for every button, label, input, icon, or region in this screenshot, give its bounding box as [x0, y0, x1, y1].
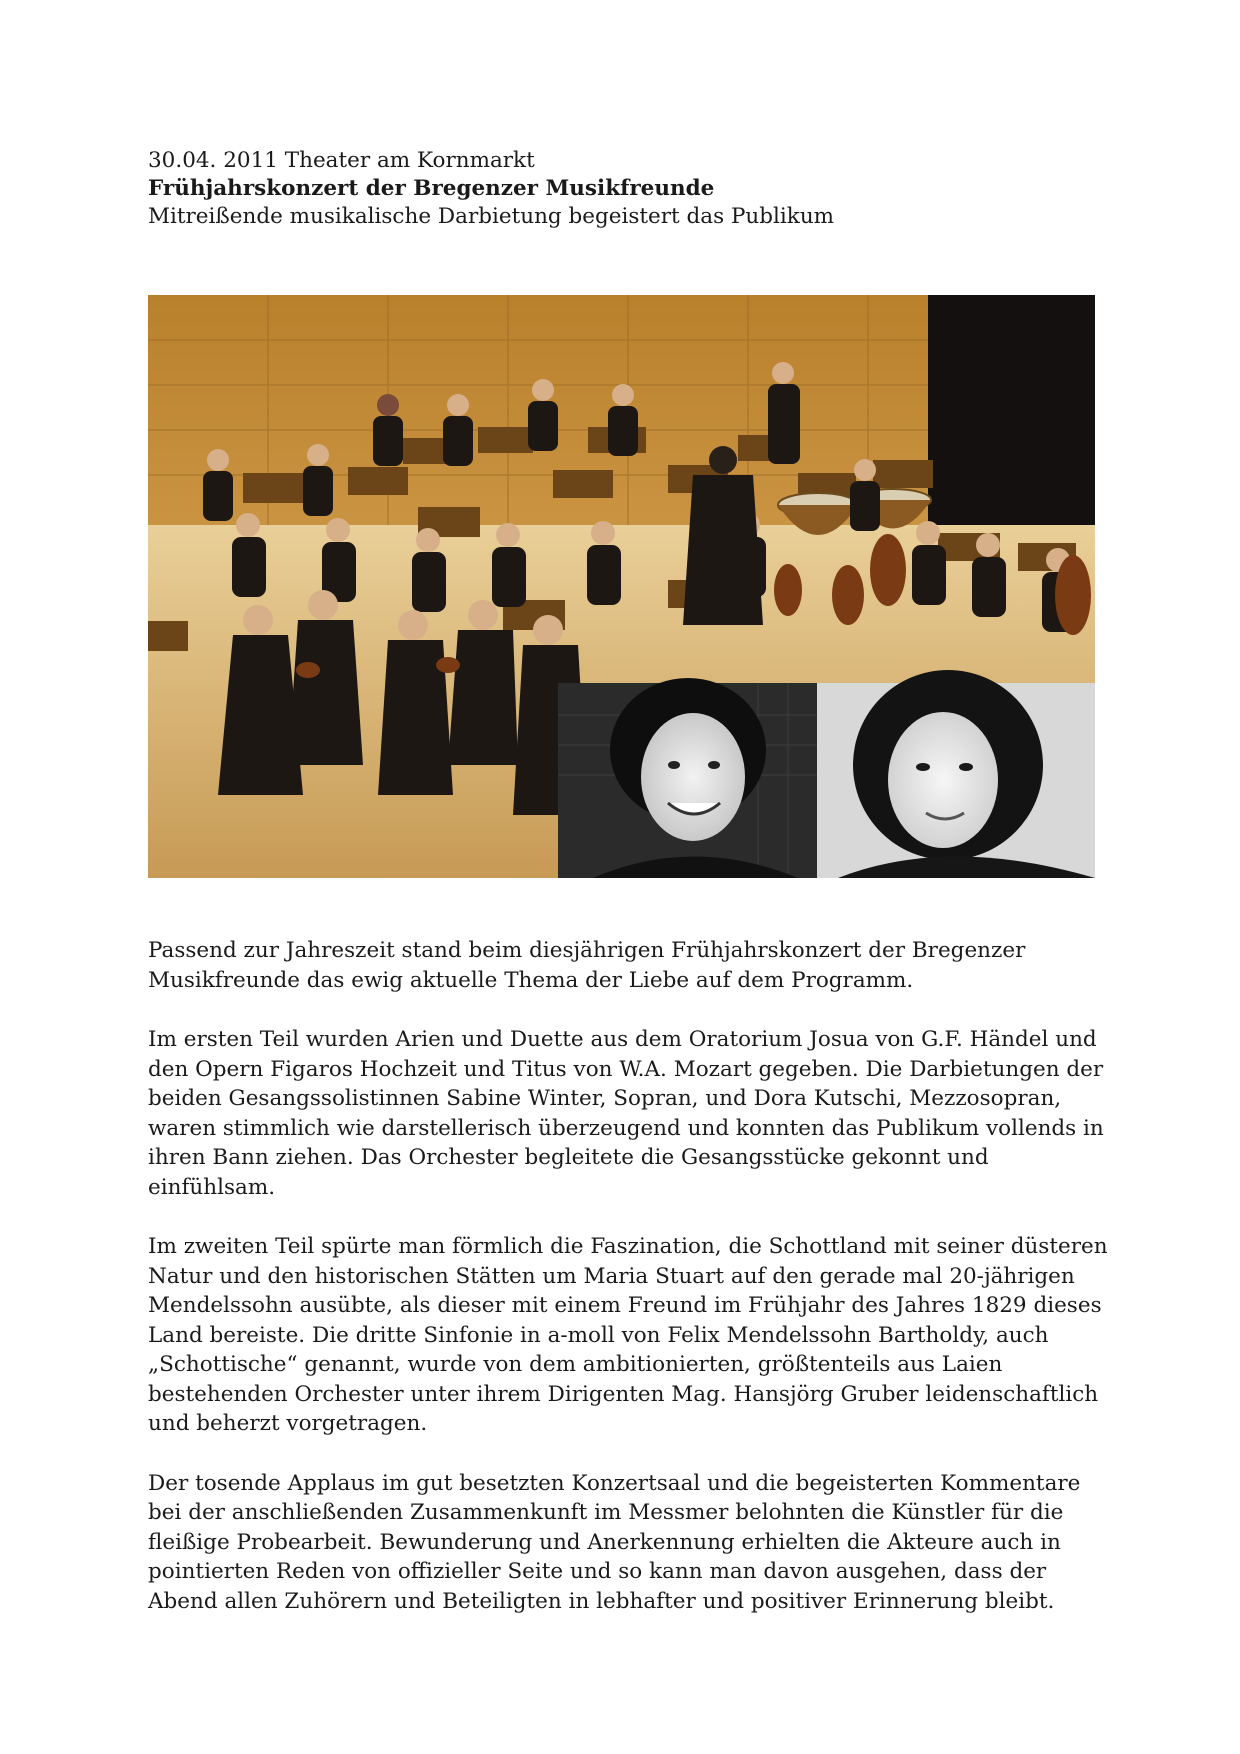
article-title: Frühjahrskonzert der Bregenzer Musikfreunde	[148, 176, 715, 201]
photo-collage	[148, 295, 1095, 878]
article-body	[148, 936, 1108, 1646]
body-paragraph: Im zweiten Teil spürte man förmlich die Faszination, die Schottland mit seiner düsteren Natur und den historischen Stätten um Maria Stuart auf den gerade mal 20-jährigen Mendelssohn ausübte, als dieser mit einem Freund im Frühjahr des Jahres 1829 dieses Land bereiste. Die dritte Sinfonie in a-moll von Felix Mendelssohn Bartholdy, auch „Schottische“ genannt, wurde von dem ambitionierten, größtenteils aus Laien bestehenden Orchester unter ihrem Dirigenten Mag. Hansjörg Gruber leidenschaftlich und beherzt vorgetragen.	[148, 1234, 1108, 1436]
soloist-portrait-left	[558, 678, 817, 878]
date-venue: 30.04. 2011 Theater am Kornmarkt	[148, 148, 535, 173]
body-paragraph: Im ersten Teil wurden Arien und Duette aus dem Oratorium Josua von G.F. Händel und den Opern Figaros Hochzeit und Titus von W.A. Mozart gegeben. Die Darbietungen der beiden Gesangssolistinnen Sabine Winter, Sopran, und Dora Kutschi, Mezzosopran, waren stimmlich wie darstellerisch überzeugend und konnten das Publikum vollends in ihren Bann ziehen. Das Orchester begleitete die Gesangsstücke gekonnt und einfühlsam.	[148, 1027, 1104, 1200]
article-subtitle: Mitreißende musikalische Darbietung begeistert das Publikum	[148, 204, 835, 229]
body-paragraph: Passend zur Jahreszeit stand beim diesjährigen Frühjahrskonzert der Bregenzer Musikfreunde das ewig aktuelle Thema der Liebe auf dem Programm.	[148, 938, 1026, 993]
body-paragraph: Der tosende Applaus im gut besetzten Konzertsaal und die begeisterten Kommentare bei der anschließenden Zusammenkunft im Messmer belohnten die Künstler für die fleißige Probearbeit. Bewunderung und Anerkennung erhielten die Akteure auch in pointierten Reden von offizieller Seite und so kann man davon ausgehen, dass der Abend allen Zuhörern und Beteiligten in lebhafter und positiver Erinnerung bleibt.	[148, 1470, 1081, 1614]
soloist-portrait-right	[817, 670, 1095, 878]
article-header	[148, 147, 1088, 231]
